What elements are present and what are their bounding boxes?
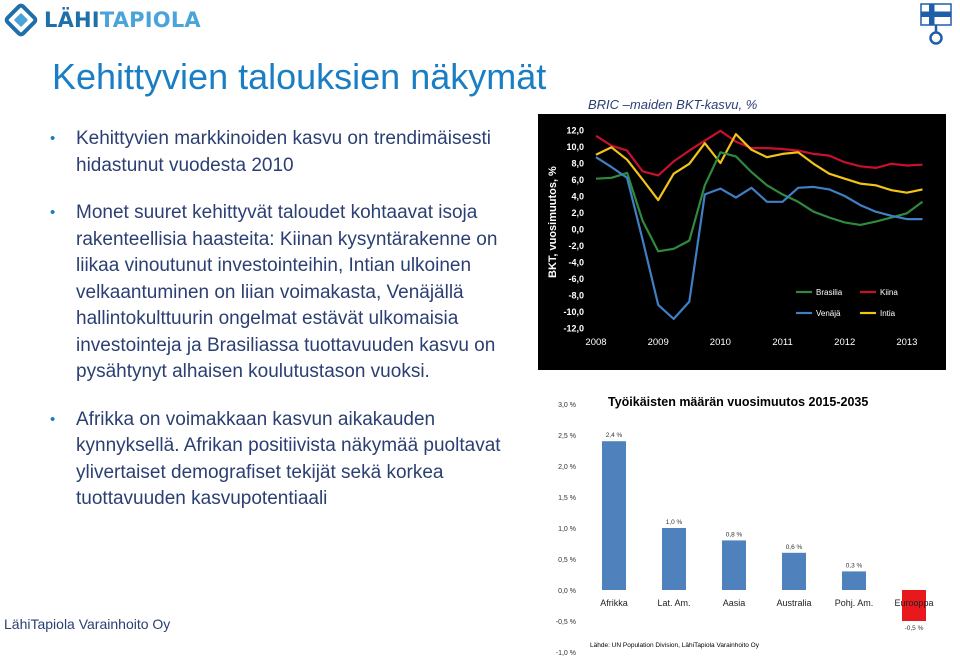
logo-wordmark-part2: TAPIOLA bbox=[99, 8, 201, 32]
lahitapiola-logo-icon bbox=[4, 3, 38, 37]
slide-title: Kehittyvien talouksien näkymät bbox=[52, 56, 547, 97]
bullet-item-1: • Kehittyvien markkinoiden kasvu on trendimäisesti hidastunut vuodesta 2010 bbox=[50, 126, 520, 179]
chart2-y-tick-label: -1,0 % bbox=[555, 650, 576, 657]
chart1-legend-label: Venäjä bbox=[816, 309, 841, 318]
working-age-bar-chart bbox=[538, 390, 960, 661]
chart1-y-tick-label: 2,0 bbox=[571, 208, 584, 218]
logo-wordmark-part1: LÄHI bbox=[44, 8, 100, 32]
bullet-list bbox=[50, 126, 520, 513]
chart1-y-axis-label: BKT, vuosimuutos, % bbox=[547, 166, 559, 278]
chart1-legend-label: Intia bbox=[880, 309, 896, 318]
chart2-y-tick-label: 0,5 % bbox=[558, 557, 576, 564]
chart1-y-tick-label: -2,0 bbox=[568, 241, 584, 251]
chart2-data-label: 0,3 % bbox=[845, 562, 863, 570]
chart2-category-label: Pohj. Am. bbox=[834, 598, 874, 608]
chart2-y-tick-label: 2,5 % bbox=[558, 433, 576, 440]
chart2-source: Lähde: UN Population Division, LähiTapiola Varainhoito Oy bbox=[590, 642, 759, 649]
chart1-y-tick-label: -12,0 bbox=[563, 323, 584, 334]
chart1-title: BRIC –maiden BKT-kasvu, % bbox=[588, 97, 758, 112]
chart1-y-tick-label: 8,0 bbox=[571, 158, 584, 169]
chart2-bar bbox=[842, 571, 866, 590]
chart1-y-tick-label: 4,0 bbox=[571, 191, 584, 202]
flag-key-emblem-icon bbox=[918, 2, 954, 46]
chart2-data-label: -0,5 % bbox=[904, 625, 924, 632]
chart1-y-tick-label: 12,0 bbox=[566, 125, 584, 136]
bullet-item-2: • Monet suuret kehittyvät taloudet kohtaavat isoja rakenteellisia haasteita: Kiinan kysyntärakenne on liikaa vinoutunut investointeihin, Intian ulkoinen velkaantuminen on liian voimakasta, Venäjällä hallintokulttuurin ongelmat estävät ulkomaisia investointeja ja Brasiliassa tuottavuuden kasvu on pysähtynyt alhaisen koulutustason vuoksi. bbox=[50, 200, 520, 386]
chart1-x-tick-label: 2011 bbox=[772, 337, 793, 348]
chart1-source: Lähde: Bloomberg, LähiTapiola Varainhoito Oy bbox=[578, 359, 774, 370]
chart1-x-tick-label: 2012 bbox=[834, 337, 856, 348]
chart1-y-tick-label: 6,0 bbox=[571, 175, 584, 185]
chart1-y-tick-label: 10,0 bbox=[566, 142, 584, 152]
chart1-y-tick-label: -8,0 bbox=[568, 290, 584, 301]
chart1-legend-label: Brasilia bbox=[816, 288, 843, 297]
chart2-y-tick-label: -0,5 % bbox=[555, 619, 576, 626]
chart2-category-label: Australia bbox=[776, 598, 812, 608]
chart2-data-label: 1,0 % bbox=[665, 519, 683, 526]
lahitapiola-logo bbox=[4, 2, 204, 38]
chart2-y-tick-label: 1,0 % bbox=[558, 526, 576, 533]
chart2-bar bbox=[662, 528, 686, 590]
chart1-x-tick-label: 2010 bbox=[709, 337, 731, 348]
chart2-bar bbox=[722, 540, 746, 590]
logo-wordmark bbox=[44, 8, 201, 32]
chart2-category-label: Eurooppa bbox=[894, 598, 934, 608]
chart2-bar bbox=[782, 553, 806, 590]
chart2-bar bbox=[602, 441, 626, 590]
chart2-y-tick-label: 0,0 % bbox=[558, 588, 576, 595]
chart2-y-tick-label: 3,0 % bbox=[558, 402, 576, 409]
bullet-item-3: • Afrikka on voimakkaan kasvun aikakauden kynnyksellä. Afrikan positiivista näkymää puoltavat ylivertaiset demografiset tekijät sekä korkea tuottavuuden kasvupotentiaali bbox=[50, 407, 520, 513]
chart1-x-tick-label: 2008 bbox=[585, 337, 607, 348]
chart2-data-label: 0,6 % bbox=[785, 543, 803, 551]
chart2-y-tick-label: 1,5 % bbox=[558, 495, 576, 502]
chart2-data-label: 0,8 % bbox=[725, 531, 743, 539]
chart2-data-label: 2,4 % bbox=[605, 432, 623, 440]
chart2-category-label: Aasia bbox=[722, 598, 746, 608]
bric-gdp-line-chart bbox=[538, 96, 960, 372]
chart2-category-label: Lat. Am. bbox=[657, 598, 691, 608]
chart1-x-tick-label: 2009 bbox=[647, 337, 669, 348]
chart1-y-tick-label: -4,0 bbox=[568, 257, 584, 268]
chart1-y-tick-label: 0,0 bbox=[571, 224, 584, 235]
chart1-legend-label: Kiina bbox=[880, 288, 898, 297]
chart1-x-tick-label: 2013 bbox=[896, 337, 918, 348]
chart2-category-label: Afrikka bbox=[600, 598, 628, 608]
chart1-y-tick-label: -6,0 bbox=[568, 274, 584, 284]
chart2-y-tick-label: 2,0 % bbox=[558, 464, 576, 471]
footer-company: LähiTapiola Varainhoito Oy bbox=[4, 616, 171, 632]
chart2-title: Työikäisten määrän vuosimuutos 2015-2035 bbox=[608, 395, 869, 409]
chart1-y-tick-label: -10,0 bbox=[563, 307, 584, 317]
